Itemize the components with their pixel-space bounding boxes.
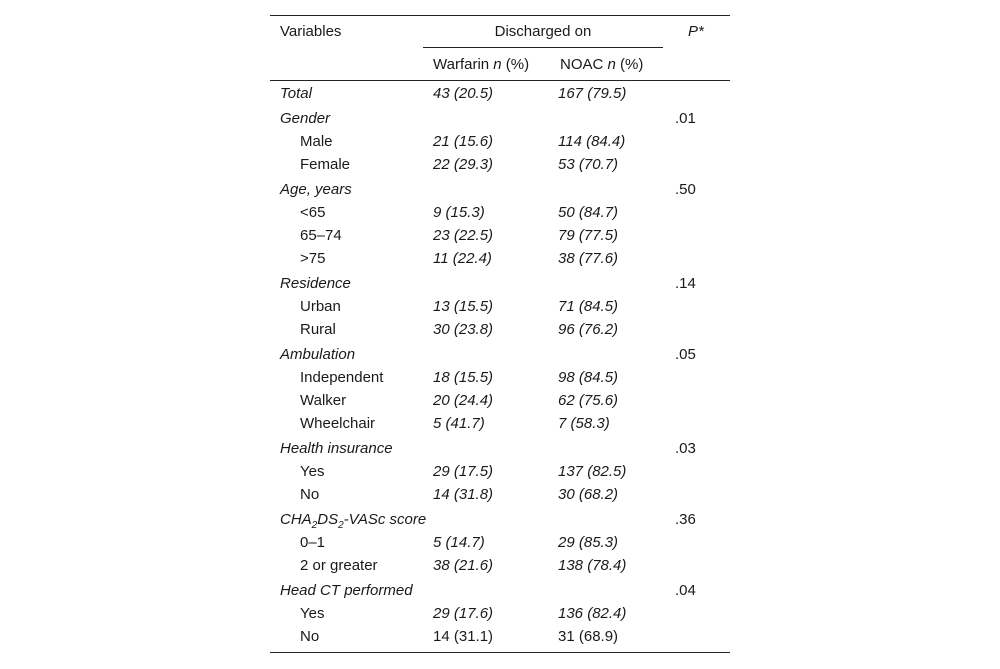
row-p-value: .05 — [675, 346, 696, 363]
row-warfarin-value: 30 (23.8) — [433, 321, 494, 338]
header-warfarin: Warfarin n (%) — [433, 56, 530, 73]
row-label: Urban — [300, 298, 341, 315]
row-noac-value: 30 (68.2) — [558, 486, 619, 503]
row-label: Gender — [280, 110, 331, 127]
row-noac-value: 98 (84.5) — [558, 369, 619, 386]
row-label: No — [300, 486, 320, 503]
row-noac-value: 38 (77.6) — [558, 250, 619, 267]
row-label: Total — [280, 85, 312, 102]
header-p-value: P* — [688, 23, 704, 40]
row-label: <65 — [300, 204, 326, 221]
row-warfarin-value: 29 (17.5) — [433, 463, 494, 480]
row-noac-value: 62 (75.6) — [558, 392, 619, 409]
row-label: >75 — [300, 250, 326, 267]
header-noac: NOAC n (%) — [560, 56, 644, 73]
row-label: Head CT performed — [280, 582, 413, 599]
row-p-value: .03 — [675, 440, 696, 457]
discharged-on-rule — [423, 47, 663, 48]
row-noac-value: 167 (79.5) — [558, 85, 627, 102]
row-warfarin-value: 29 (17.6) — [433, 605, 494, 622]
row-warfarin-value: 18 (15.5) — [433, 369, 494, 386]
row-noac-value: 136 (82.4) — [558, 605, 627, 622]
row-label: Ambulation — [280, 346, 356, 363]
row-label: Walker — [300, 392, 347, 409]
row-warfarin-value: 20 (24.4) — [433, 392, 494, 409]
row-warfarin-value: 11 (22.4) — [433, 250, 492, 267]
row-noac-value: 31 (68.9) — [558, 628, 619, 645]
row-warfarin-value: 43 (20.5) — [433, 85, 494, 102]
row-warfarin-value: 5 (14.7) — [433, 534, 485, 551]
row-label: Yes — [300, 463, 325, 480]
row-p-value: .01 — [675, 110, 696, 127]
row-warfarin-value: 38 (21.6) — [433, 557, 494, 574]
row-noac-value: 138 (78.4) — [558, 557, 627, 574]
row-label: 65–74 — [300, 227, 342, 244]
row-label: Residence — [280, 275, 351, 292]
row-label: Wheelchair — [300, 415, 376, 432]
row-warfarin-value: 13 (15.5) — [433, 298, 494, 315]
row-warfarin-value: 9 (15.3) — [433, 204, 485, 221]
row-noac-value: 53 (70.7) — [558, 156, 619, 173]
row-label: Age, years — [280, 181, 352, 198]
row-label: $CHA_2DS_2$-VASc score — [280, 511, 427, 531]
row-label: Yes — [300, 605, 325, 622]
row-warfarin-value: 14 (31.1) — [433, 628, 494, 645]
row-p-value: .50 — [675, 181, 696, 198]
row-label: 0–1 — [300, 534, 326, 551]
row-label: Independent — [300, 369, 384, 386]
header-variables: Variables — [280, 23, 342, 40]
row-label: No — [300, 628, 320, 645]
row-noac-value: 71 (84.5) — [558, 298, 619, 315]
row-p-value: .36 — [675, 511, 696, 528]
row-label: Male — [300, 133, 333, 150]
row-warfarin-value: 14 (31.8) — [433, 486, 494, 503]
row-noac-value: 96 (76.2) — [558, 321, 619, 338]
row-noac-value: 79 (77.5) — [558, 227, 619, 244]
row-noac-value: 114 (84.4) — [558, 133, 626, 150]
row-warfarin-value: 5 (41.7) — [433, 415, 485, 432]
row-p-value: .04 — [675, 582, 696, 599]
row-label: Rural — [300, 321, 336, 338]
row-noac-value: 7 (58.3) — [558, 415, 610, 432]
row-warfarin-value: 22 (29.3) — [433, 156, 494, 173]
row-warfarin-value: 21 (15.6) — [433, 133, 494, 150]
header-discharged-on: Discharged on — [494, 23, 592, 40]
row-noac-value: 137 (82.5) — [558, 463, 627, 480]
bottom-rule — [270, 652, 730, 653]
row-p-value: .14 — [675, 275, 696, 292]
row-label: Health insurance — [280, 440, 393, 457]
row-noac-value: 50 (84.7) — [558, 204, 619, 221]
header-rule — [270, 80, 730, 81]
top-rule — [270, 15, 730, 16]
row-label: Female — [300, 156, 351, 173]
row-noac-value: 29 (85.3) — [558, 534, 619, 551]
row-warfarin-value: 23 (22.5) — [433, 227, 494, 244]
row-label: 2 or greater — [300, 557, 378, 574]
